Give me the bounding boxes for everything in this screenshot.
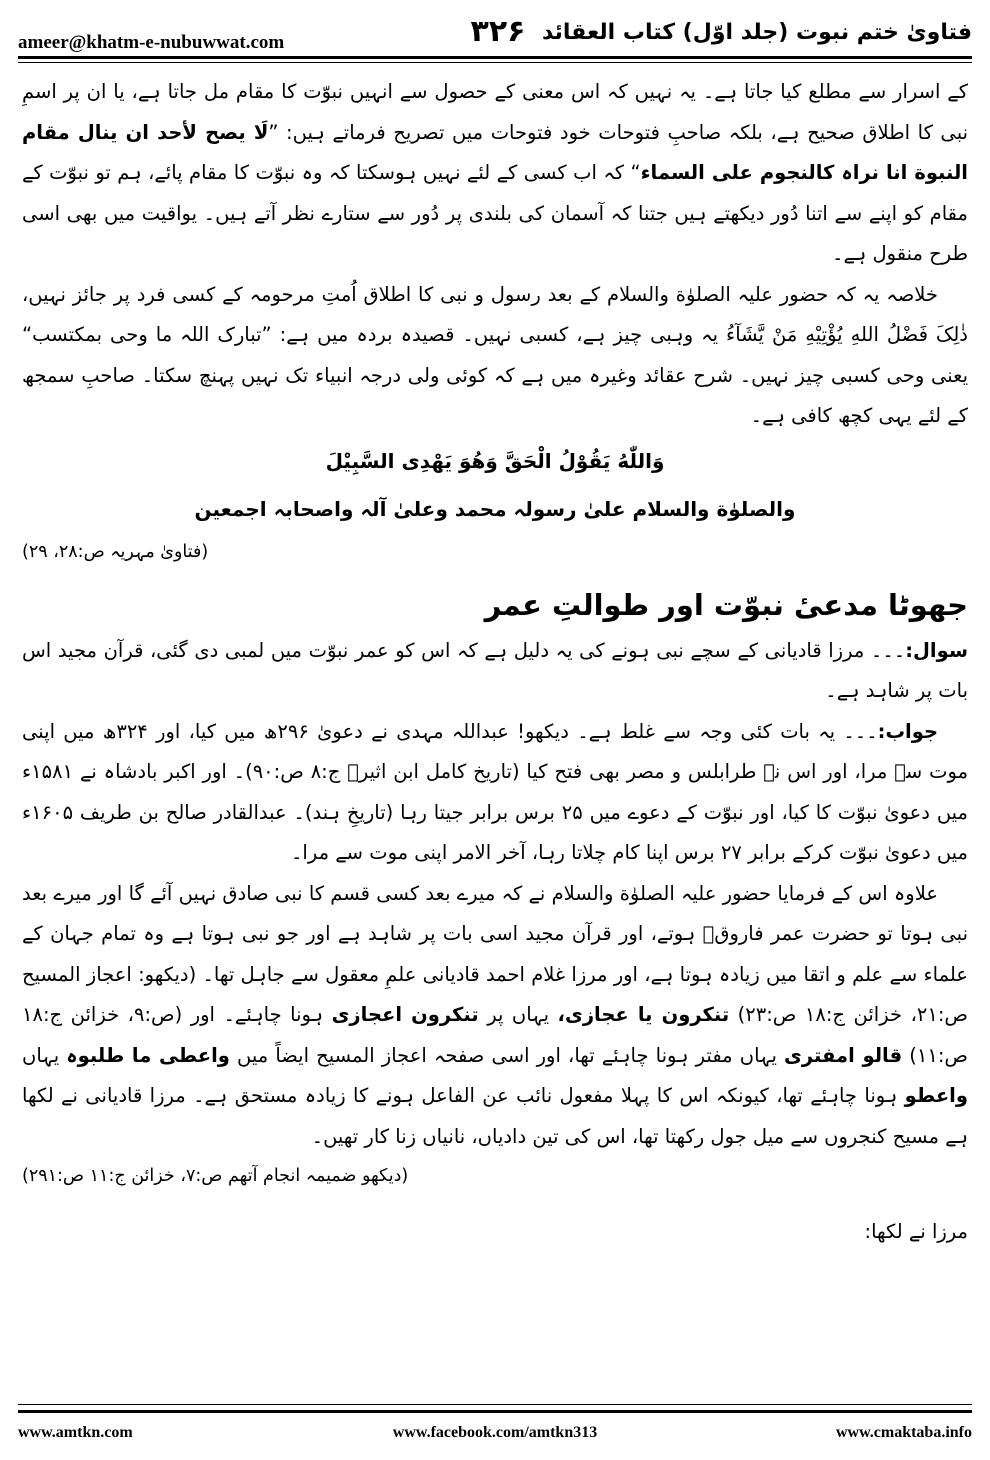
reference-2 bbox=[22, 1157, 968, 1195]
section-heading: جھوٹا مدعیٔ نبوّت اور طوالتِ عمر bbox=[484, 587, 968, 622]
page-footer bbox=[18, 1418, 972, 1448]
book-title: فتاویٰ ختم نبوت (جلد اوّل) کتاب العقائد bbox=[541, 20, 972, 45]
question-text: ۔۔۔ مرزا قادیانی کے سچے نبی ہونے کی یہ دلیل ہے کہ اس کو عمر نبوّت میں لمبی دی گئی، قرآن مجید اس بات پر شاہد ہے۔ bbox=[22, 638, 968, 702]
quote-aata: واعطی ما طلبوہ bbox=[66, 1043, 230, 1067]
page-header bbox=[18, 14, 972, 58]
quote-tankiruna-2: تنکرون اعجازی bbox=[331, 1003, 479, 1026]
question-label: سوال: bbox=[905, 638, 968, 662]
answer-text: ۔۔۔ یہ بات کئی وجہ سے غلط ہے۔ دیکھو! عبداللہ مہدی نے دعویٰ ۲۹۶ھ میں کیا، اور ۳۲۴ھ میں اپنی موت سے مرا، اور اس نے طرابلس و مصر بھی فتح کیا (تاریخ کامل ابن اثیرؒ ج:۸ ص:۹۰)۔ اور اکبر بادشاہ نے ۱۵۸۱ء میں دعویٰ نبوّت کا کیا، اور نبوّت کے دعوے میں ۲۵ برس برابر جیتا رہا (تاریخِ ہند)۔ عبدالقادر صالح بن طریف ۱۶۰۵ء میں دعویٰ نبوّت کرکے برابر ۲۷ برس اپنا کام چلاتا رہا، آخر الامر اپنی موت سے مرا۔ bbox=[22, 719, 968, 864]
header-email: ameer@khatm-e-nubuwwat.com bbox=[18, 32, 285, 53]
paragraph-1-rest: “ کہ اب کسی کے لئے نہیں ہوسکتا کہ وہ نبوّت کا مقام پائے، ہم تو نبوّت کے مقام کو اپنے سے اتنا دُور دیکھتے ہیں جتنا کہ آسمان کی بلندی پر دُور سے ستارے نظر آتے ہیں۔ یواقیت میں بھی اسی طرح منقول ہے۔ bbox=[22, 161, 968, 265]
footer-rule-thick bbox=[18, 1410, 972, 1413]
question-paragraph bbox=[22, 631, 968, 712]
footer-rule-thin bbox=[18, 1404, 972, 1405]
closing-verse: وَاللّٰهُ یَقُوْلُ الْحَقَّ وَهُوَ یَهْدِی السَّبِیْلَ bbox=[325, 448, 665, 473]
answer-label: جواب: bbox=[877, 719, 938, 743]
paragraph-3-text-e: یہاں bbox=[22, 1043, 67, 1067]
footer-link-cmaktaba[interactable]: www.cmaktaba.info bbox=[835, 1424, 972, 1441]
reference-1 bbox=[22, 533, 968, 571]
paragraph-3-text-f: ہونا چاہئے تھا، کیونکہ اس کا پہلا مفعول نائب عن الفاعل ہونے کا زیادہ مستحق ہے۔ مرزا قادیانی نے لکھا ہے مسیح کنجروں سے میل جول رکھتا تھا، اس کی تین دادیاں، نانیاں زنا کار تھیں۔ bbox=[22, 1084, 968, 1148]
quote-aatu: واعطو bbox=[904, 1084, 968, 1107]
closing-line: مرزا نے لکھا: bbox=[864, 1220, 968, 1243]
answer-paragraph bbox=[22, 712, 968, 874]
reference-2-text: (دیکھو ضمیمہ انجام آتھم ص:۷، خزائن ج:۱۱ ص:۲۹۱) bbox=[22, 1166, 409, 1186]
footer-link-facebook[interactable]: www.facebook.com/amtkn313 bbox=[392, 1424, 598, 1441]
header-rule-thick bbox=[18, 56, 972, 59]
paragraph-3-text-a: علاوہ اس کے فرمایا حضور علیہ الصلوٰة والسلام نے کہ میرے بعد کسی قسم کا نبی صادق نہیں آئے گا اور میرے بعد نبی ہوتا تو حضرت عمر فاروقؓ ہوتے، اور قرآن مجید اسی بات پر شاہد ہے اور جو نبی ہوتا ہے وہ تمام جہان کے علماء سے علم و اتقا میں زیادہ ہوتا ہے، اور مرزا غلام احمد قادیانی علمِ معقول سے جاہل تھا۔ (دیکھو: اعجاز المسیح ص:۲۱، خزائن ج:۱۸ ص:۲۳) bbox=[22, 881, 968, 1026]
paragraph-3-text-d: یہاں مفتر ہونا چاہئے تھا، اور اسی صفحہ اعجاز المسیح ایضاً میں bbox=[229, 1043, 785, 1067]
paragraph-1 bbox=[22, 72, 968, 275]
arabic-quote: لَا یصح لأحد ان ینال مقام النبوة انا نراہ کالنجوم علی السماء bbox=[22, 120, 968, 184]
paragraph-2: خلاصہ یہ کہ حضور علیہ الصلوٰة والسلام کے بعد رسول و نبی کا اطلاق اُمتِ مرحومہ کے کسی فرد پر جائز نہیں، ذٰلِکَ فَضْلُ اللهِ یُؤْتِیْهِ مَنْ یَّشَآءُ یہ وہبی چیز ہے، کسبی نہیں۔ قصیدہ بردہ میں ہے: ”تبارک اللہ ما وحی بمکتسب“ یعنی وحی کسبی چیز نہیں۔ شرح عقائد وغیرہ میں ہے کہ کوئی ولی درجہ انبیاء تک نہیں پہنچ سکتا۔ صاحبِ سمجھ کے لئے یہی کچھ کافی ہے۔ bbox=[22, 282, 968, 427]
header-rule-thin bbox=[18, 62, 972, 63]
paragraph-1-text: کے اسرار سے مطلع کیا جاتا ہے۔ یہ نہیں کہ اس معنی کے حصول سے انہیں نبوّت کا مقام مل جاتا ہے، یا ان پر اسمِ نبی کا اطلاق صحیح ہے، بلکہ صاحبِ فتوحات خود فتوحات میں تصریح فرماتے ہیں: ” bbox=[22, 80, 968, 144]
paragraph-3-text-c: ہونا چاہئے۔ اور (ص:۹، خزائن ج:۱۸ ص:۱۱) bbox=[22, 1003, 968, 1067]
paragraph-3-text-b: یہاں پر bbox=[478, 1003, 558, 1026]
reference-1-text: (فتاویٰ مہریہ ص:۲۸، ۲۹) bbox=[22, 541, 209, 562]
paragraph-3 bbox=[22, 874, 968, 1158]
quote-tankiruna-1: تنکرون یا عجازی، bbox=[557, 1003, 730, 1026]
footer-link-amtkn[interactable]: www.amtkn.com bbox=[18, 1424, 133, 1441]
page-body bbox=[22, 72, 968, 1390]
closing-salutation: والصلوٰة والسلام علیٰ رسولہ محمد وعلیٰ آلہ واصحابہ اجمعین bbox=[194, 496, 796, 521]
page-number: ۳۲۶ bbox=[470, 14, 526, 49]
quote-qalu: قالو امفتری bbox=[784, 1043, 903, 1067]
